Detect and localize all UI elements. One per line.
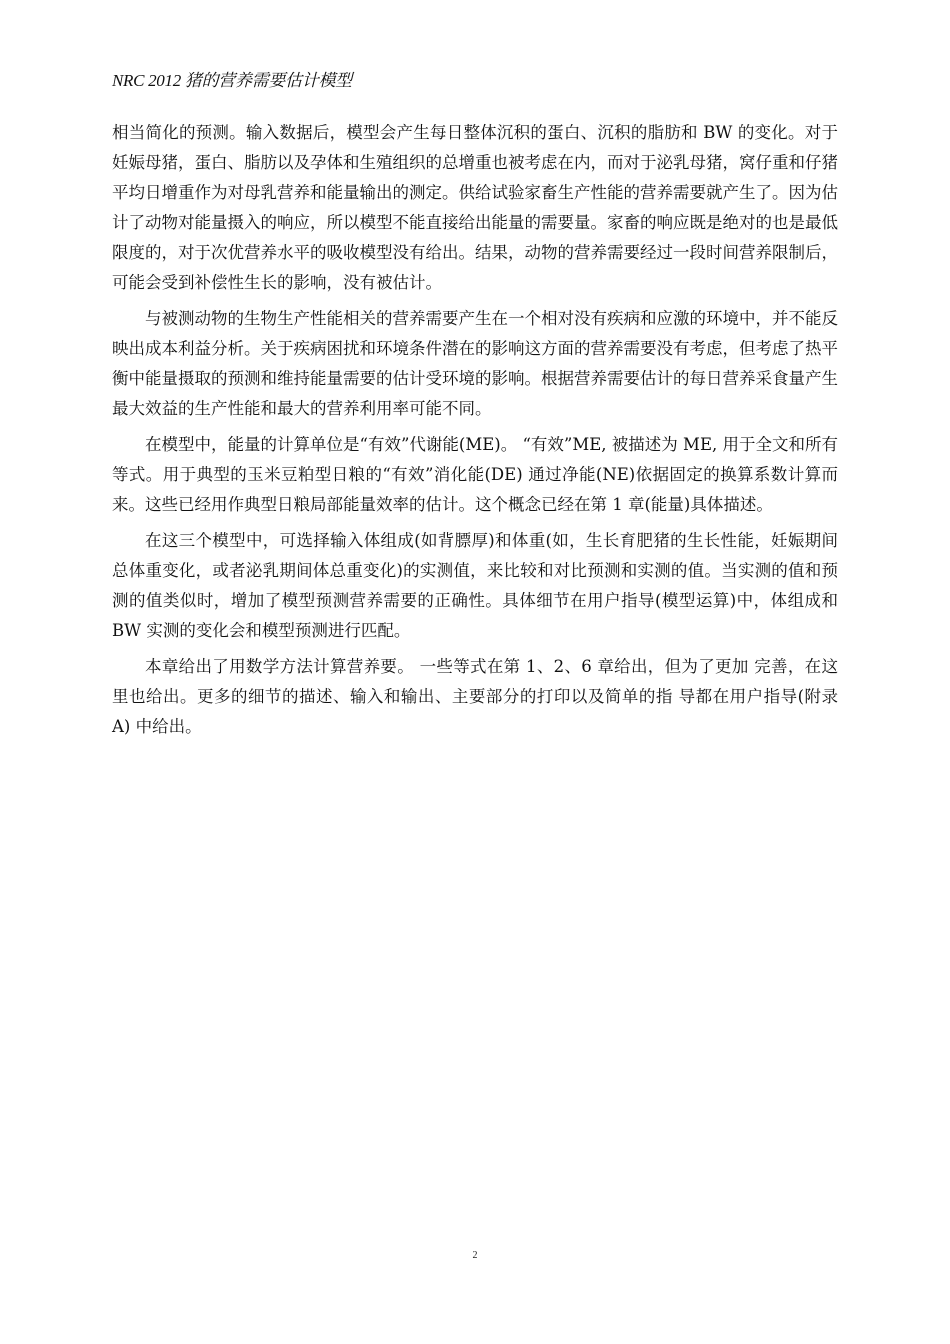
body-text [112, 118, 838, 748]
paragraph-3: 在模型中，能量的计算单位是“有效”代谢能(ME)。 “有效”ME, 被描述为 ME, 用于全文和所有等式。用于典型的玉米豆粕型日粮的“有效”消化能(DE) 通过净能(NE)依据固定的换算系数计算而来。这些已经用作典型日粮局部能量效率的估计。这个概念已经在第 1 章(能量)具体描述。 [112, 435, 838, 514]
paragraph-2: 与被测动物的生物生产性能相关的营养需要产生在一个相对没有疾病和应激的环境中，并不能反映出成本利益分析。关于疾病困扰和环境条件潜在的影响这方面的营养需要没有考虑，但考虑了热平衡中能量摄取的预测和维持能量需要的估计受环境的影响。根据营养需要估计的每日营养采食量产生最大效益的生产性能和最大的营养利用率可能不同。 [112, 309, 838, 418]
paragraph-5: 本章给出了用数学方法计算营养要。 一些等式在第 1、2、6 章给出，但为了更加 完善，在这里也给出。更多的细节的描述、输入和输出、主要部分的打印以及简单的指 导都在用户指导(附录 A) 中给出。 [112, 657, 838, 736]
page-number: 2 [472, 1250, 478, 1261]
paragraph-4: 在这三个模型中，可选择输入体组成(如背膘厚)和体重(如，生长育肥猪的生长性能，妊娠期间总体重变化，或者泌乳期间体总重变化)的实测值，来比较和对比预测和实测的值。当实测的值和预测的值类似时，增加了模型预测营养需要的正确性。具体细节在用户指导(模型运算)中，体组成和 BW 实测的变化会和模型预测进行匹配。 [112, 531, 838, 640]
running-header: NRC 2012 猪的营养需要估计模型 [112, 71, 352, 90]
paragraph-1: 相当简化的预测。输入数据后，模型会产生每日整体沉积的蛋白、沉积的脂肪和 BW 的变化。对于妊娠母猪，蛋白、脂肪以及孕体和生殖组织的总增重也被考虑在内，而对于泌乳母猪，窝仔重和仔猪平均日增重作为对母乳营养和能量输出的测定。供给试验家畜生产性能的营养需要就产生了。因为估计了动物对能量摄入的响应，所以模型不能直接给出能量的需要量。家畜的响应既是绝对的也是最低限度的，对于次优营养水平的吸收模型没有给出。结果，动物的营养需要经过一段时间营养限制后，可能会受到补偿性生长的影响，没有被估计。 [112, 123, 838, 292]
